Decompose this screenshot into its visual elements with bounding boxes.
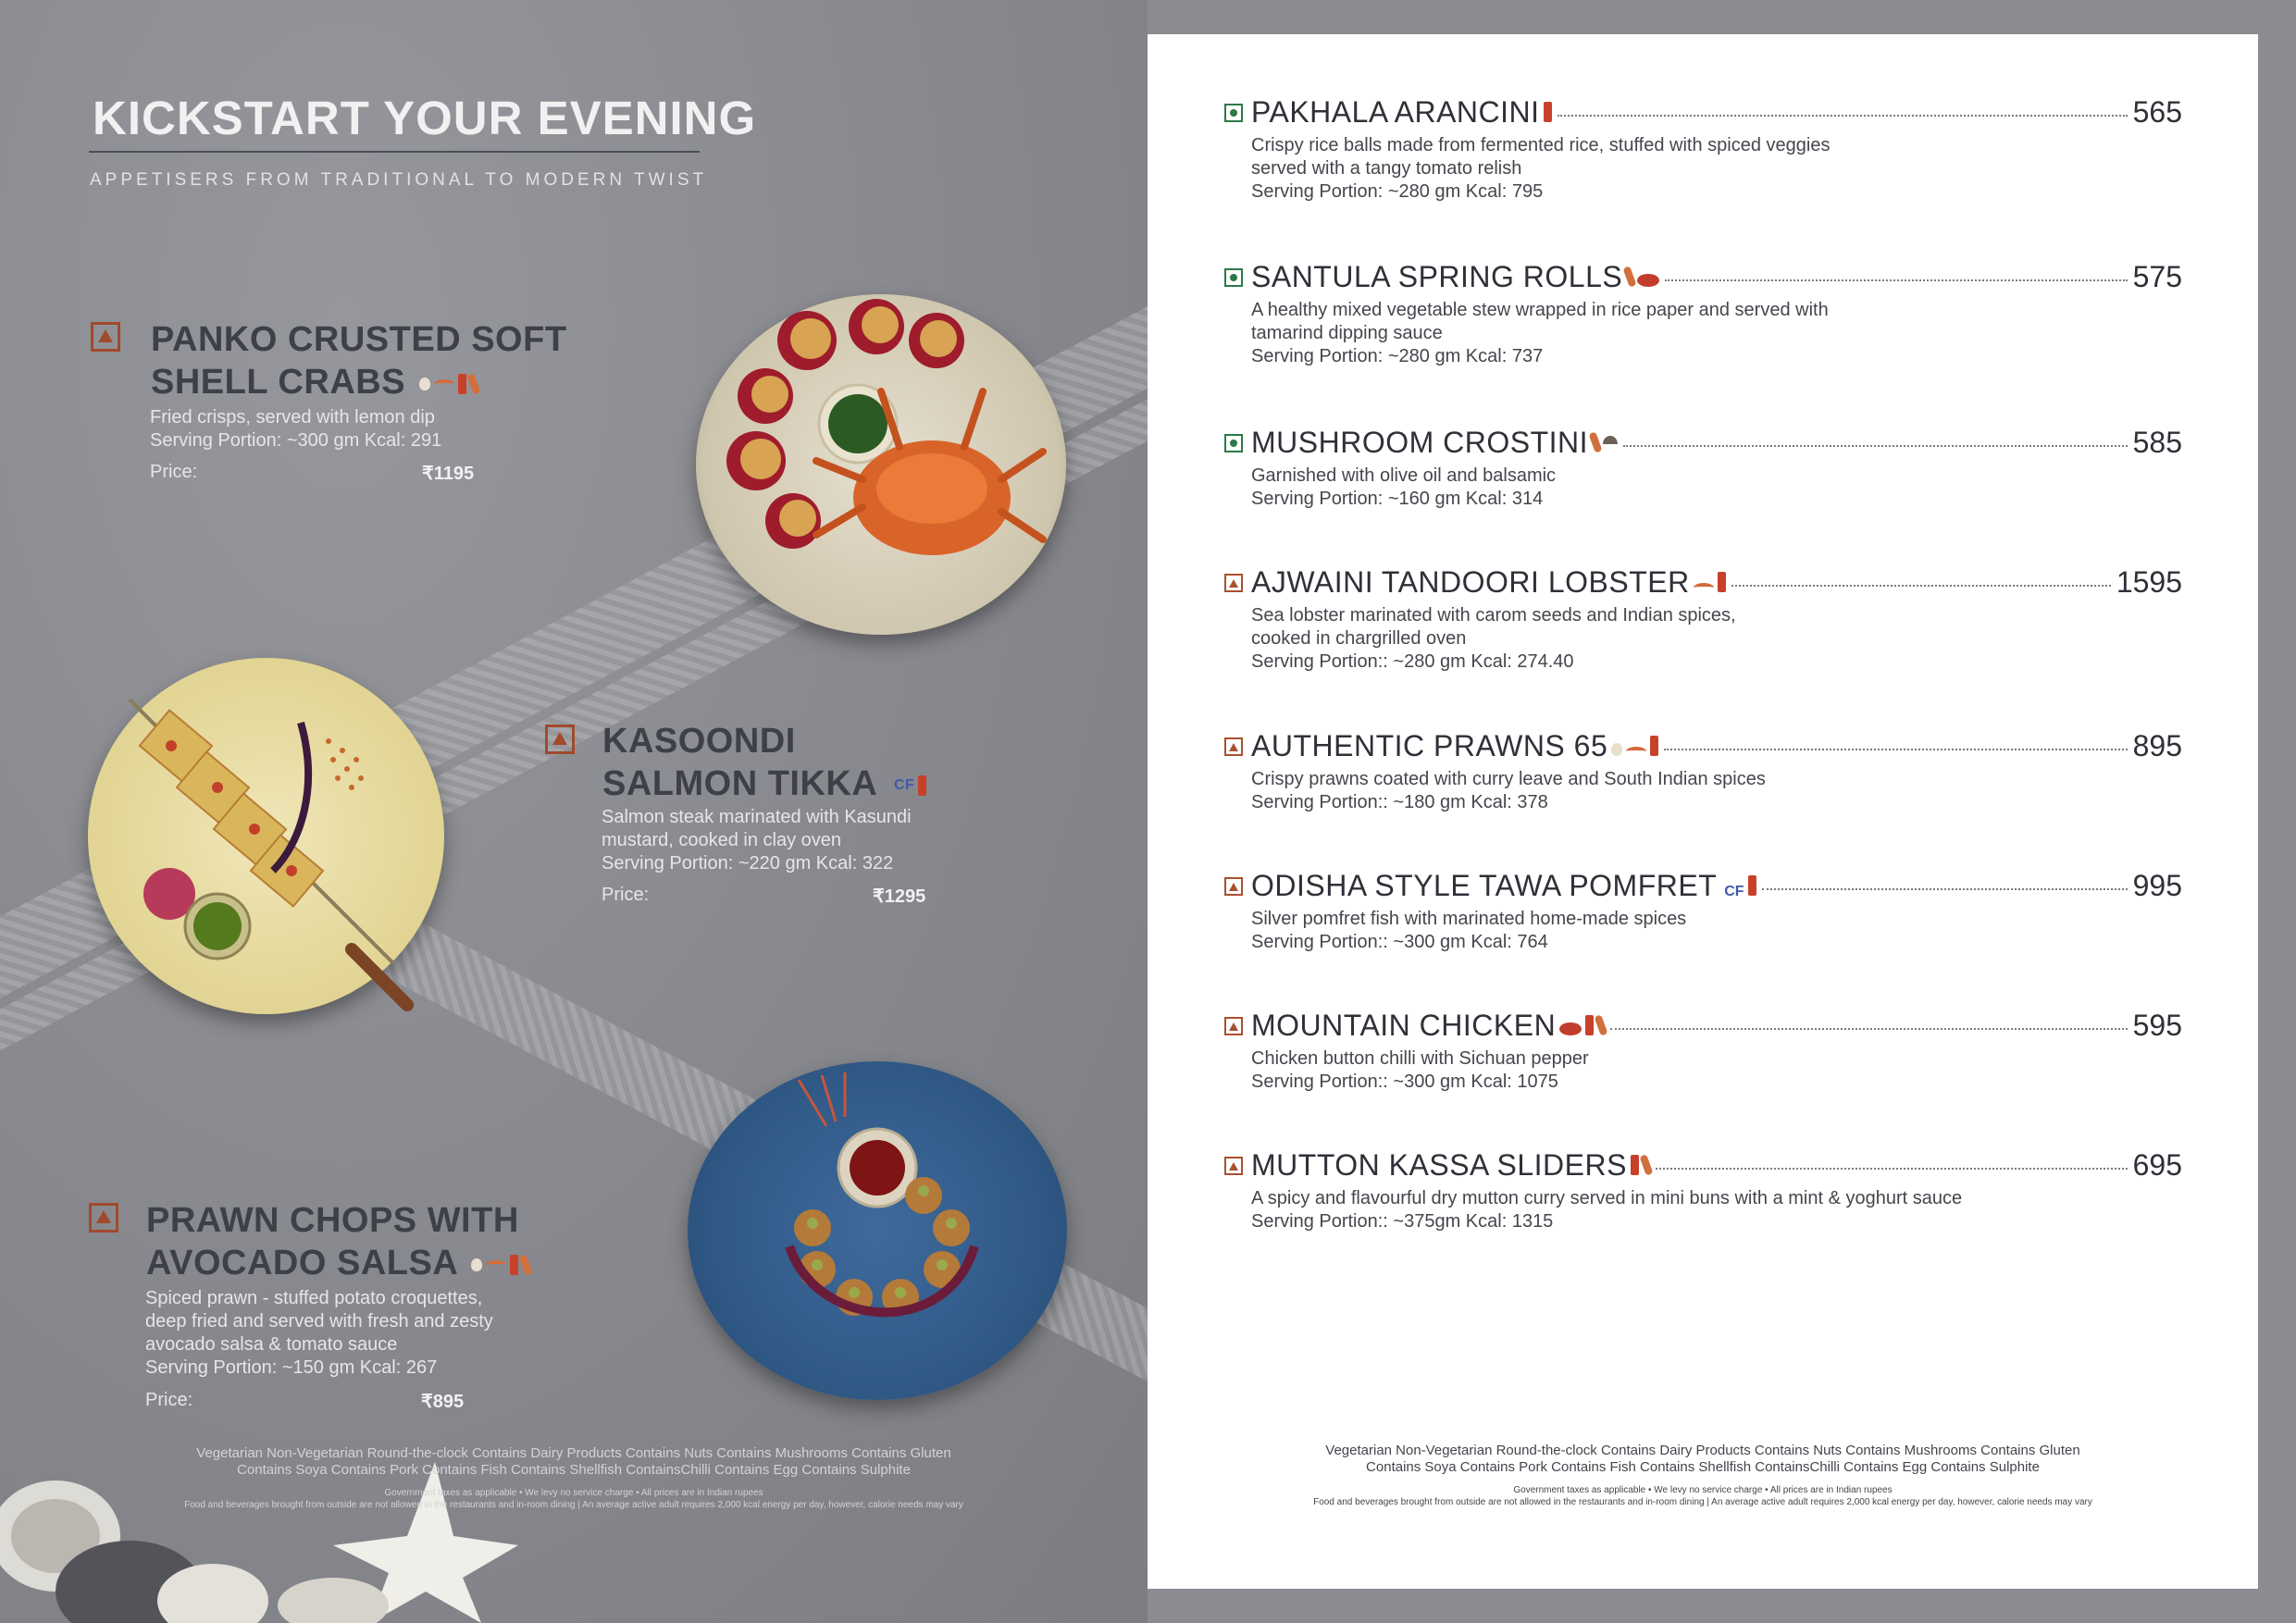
tikka-plate-illustration <box>88 658 444 1014</box>
gluten-icon <box>1623 266 1637 287</box>
menu-item-header <box>1251 95 2182 132</box>
menu-item-name: MUSHROOM CROSTINI <box>1251 426 1589 459</box>
desc-line: Serving Portion:: ~280 gm Kcal: 274.40 <box>1251 651 1574 672</box>
egg-icon <box>471 1258 482 1271</box>
menu-item-name: MUTTON KASSA SLIDERS <box>1251 1148 1627 1182</box>
veg-icon <box>1224 268 1243 287</box>
desc-line: Serving Portion: ~220 gm Kcal: 322 <box>602 853 894 873</box>
non-veg-icon <box>1224 877 1243 896</box>
non-veg-icon <box>1224 737 1243 756</box>
desc-line: Sea lobster marinated with carom seeds and Indian spices, <box>1251 605 1736 626</box>
desc-line: Chicken button chilli with Sichuan pepper <box>1251 1048 1589 1069</box>
menu-item-price: 995 <box>2132 869 2182 902</box>
dairy-icon <box>510 1255 518 1275</box>
desc-line: avocado salsa & tomato sauce <box>145 1334 398 1355</box>
menu-item-header <box>1251 426 2182 463</box>
menu-item-description <box>1251 908 2140 954</box>
menu-item-name: AJWAINI TANDOORI LOBSTER <box>1251 565 1690 599</box>
non-veg-icon <box>91 322 120 352</box>
gluten-icon <box>467 373 481 394</box>
dietary-legend <box>102 1445 1046 1479</box>
desc-line: Crispy prawns coated with curry leave and South Indian spices <box>1251 769 1766 789</box>
non-veg-icon <box>1224 574 1243 592</box>
menu-item-price: 565 <box>2132 95 2182 129</box>
menu-item-header <box>1251 869 2182 906</box>
gluten-icon <box>1639 1154 1653 1175</box>
price-value: ₹1295 <box>873 886 926 907</box>
dairy-icon <box>1650 736 1658 756</box>
desc-line: tamarind dipping sauce <box>1251 323 1443 343</box>
menu-item-name: AUTHENTIC PRAWNS 65 <box>1251 729 1608 762</box>
right-page <box>1148 34 2258 1589</box>
desc-line: served with a tangy tomato relish <box>1251 158 1522 179</box>
menu-item-description <box>1251 1047 2140 1094</box>
desc-line: Serving Portion:: ~300 gm Kcal: 1075 <box>1251 1072 1558 1092</box>
page-title: KICKSTART YOUR EVENING <box>93 92 757 144</box>
note-line: Food and beverages brought from outside are not allowed in the restaurants and in-room dining | An average active adult requires 2,000 kcal energy per day, however, calorie needs may vary <box>184 1500 963 1510</box>
fish-icon: CF <box>1724 884 1744 899</box>
dish-description <box>145 1287 493 1380</box>
desc-line: mustard, cooked in clay oven <box>602 830 842 850</box>
desc-line: Serving Portion: ~280 gm Kcal: 737 <box>1251 346 1544 366</box>
note-line: Government taxes as applicable • We levy no service charge • All prices are in Indian rupees <box>384 1488 763 1498</box>
dish-description <box>150 406 441 452</box>
legend-line: Contains Soya Contains Pork Contains Fish Contains Shellfish ContainsChilli Contains Egg Contains Sulphite <box>237 1462 911 1478</box>
gluten-icon <box>518 1254 532 1275</box>
menu-item-price: 895 <box>2132 729 2182 762</box>
menu-item-header <box>1251 260 2182 297</box>
dish-photo-crab-plate <box>696 294 1066 635</box>
price-label: Price: <box>145 1390 193 1410</box>
title-divider <box>89 151 700 153</box>
desc-line: Crispy rice balls made from fermented rice, stuffed with spiced veggies <box>1251 135 1831 155</box>
desc-line: Garnished with olive oil and balsamic <box>1251 465 1557 486</box>
desc-line: Serving Portion:: ~180 gm Kcal: 378 <box>1251 792 1548 812</box>
menu-item-header <box>1251 729 2182 766</box>
dish-name-line <box>602 762 926 807</box>
desc-line: Fried crisps, served with lemon dip <box>150 407 435 427</box>
desc-line: Spiced prawn - stuffed potato croquettes, <box>145 1288 483 1308</box>
menu-item-name: MOUNTAIN CHICKEN <box>1251 1009 1557 1042</box>
dairy-icon <box>1544 102 1552 122</box>
menu-item-header <box>1251 1009 2182 1046</box>
dish-name <box>146 1199 529 1284</box>
prawn-plate-illustration <box>688 1061 1067 1400</box>
desc-line: Silver pomfret fish with marinated home-made spices <box>1251 909 1687 929</box>
dish-name-text: AVOCADO SALSA <box>146 1244 457 1282</box>
dairy-icon <box>918 775 926 796</box>
non-veg-icon <box>545 725 575 754</box>
dot-leader <box>1665 279 2127 281</box>
crab-plate-illustration <box>696 294 1066 635</box>
menu-item-description <box>1251 465 2140 511</box>
veg-icon <box>1224 434 1243 452</box>
shellfish-icon <box>486 1260 506 1270</box>
dish-description <box>602 806 912 875</box>
fish-icon: CF <box>893 776 915 793</box>
desc-line: Serving Portion:: ~375gm Kcal: 1315 <box>1251 1211 1554 1232</box>
mushroom-icon <box>1603 436 1618 452</box>
price-value: ₹895 <box>421 1392 465 1412</box>
price-value: ₹1195 <box>422 464 475 484</box>
non-veg-icon <box>1224 1157 1243 1175</box>
legend-line: Vegetarian Non-Vegetarian Round-the-clock Contains Dairy Products Contains Nuts Contains Mushrooms Contains Gluten <box>196 1445 951 1461</box>
gluten-icon <box>1595 1014 1608 1035</box>
non-veg-icon <box>1224 1017 1243 1035</box>
dish-photo-prawn-plate <box>688 1061 1067 1400</box>
dish-name-line <box>146 1242 529 1284</box>
dish-name-line <box>151 361 567 403</box>
dish-name-line: PANKO CRUSTED SOFT <box>151 320 567 359</box>
shellfish-icon <box>1626 747 1646 756</box>
note-line: Government taxes as applicable • We levy no service charge • All prices are in Indian rupees <box>1513 1485 1893 1495</box>
dietary-legend <box>1203 1443 2203 1476</box>
dairy-icon <box>1718 572 1726 592</box>
menu-item-name: SANTULA SPRING ROLLS <box>1251 260 1623 293</box>
shellfish-icon <box>434 379 454 389</box>
desc-line: A spicy and flavourful dry mutton curry served in mini buns with a mint & yoghurt sauce <box>1251 1188 1963 1208</box>
desc-line: cooked in chargrilled oven <box>1251 628 1467 649</box>
gluten-icon <box>1589 431 1603 452</box>
menu-item-price: 585 <box>2132 426 2182 459</box>
dot-leader <box>1664 749 2127 750</box>
soya-icon <box>1637 274 1659 287</box>
desc-line: Serving Portion: ~150 gm Kcal: 267 <box>145 1357 438 1378</box>
dish-name <box>151 318 567 403</box>
menu-item-price: 575 <box>2132 260 2182 293</box>
legend-line: Vegetarian Non-Vegetarian Round-the-clock Contains Dairy Products Contains Nuts Contains Mushrooms Contains Gluten <box>1325 1443 2080 1458</box>
dish-name-text: SHELL CRABS <box>151 363 406 402</box>
dot-leader <box>1558 115 2128 117</box>
price-label: Price: <box>602 885 650 905</box>
desc-line: Salmon steak marinated with Kasundi <box>602 807 912 827</box>
dot-leader <box>1656 1168 2128 1170</box>
footer-note <box>102 1487 1046 1511</box>
menu-item-header <box>1251 1148 2182 1185</box>
egg-icon <box>1611 743 1622 756</box>
menu-item-price: 595 <box>2132 1009 2182 1042</box>
dish-name-line: KASOONDI <box>602 722 796 761</box>
menu-item-description <box>1251 604 2140 674</box>
desc-line: Serving Portion: ~280 gm Kcal: 795 <box>1251 181 1544 202</box>
menu-item-description <box>1251 299 2140 368</box>
menu-item-price: 1595 <box>2116 565 2182 599</box>
menu-item-header <box>1251 565 2182 602</box>
non-veg-icon <box>89 1203 118 1233</box>
menu-item-description <box>1251 768 2140 814</box>
dairy-icon <box>1631 1155 1639 1175</box>
price-label: Price: <box>150 462 198 482</box>
veg-icon <box>1224 104 1243 122</box>
menu-item-price: 695 <box>2132 1148 2182 1182</box>
footer-note <box>1203 1484 2203 1508</box>
dot-leader <box>1762 888 2128 890</box>
dot-leader <box>1731 585 2111 587</box>
legend-line: Contains Soya Contains Pork Contains Fish Contains Shellfish ContainsChilli Contains Egg Contains Sulphite <box>1366 1459 2040 1475</box>
dot-leader <box>1610 1028 2127 1030</box>
menu-item-description <box>1251 1187 2140 1233</box>
desc-line: A healthy mixed vegetable stew wrapped in rice paper and served with <box>1251 300 1829 320</box>
dot-leader <box>1623 445 2128 447</box>
dish-photo-tikka-plate <box>88 658 444 1014</box>
egg-icon <box>419 378 430 390</box>
desc-line: Serving Portion: ~300 gm Kcal: 291 <box>150 430 442 451</box>
dairy-icon <box>1748 875 1756 896</box>
dish-name-text: SALMON TIKKA <box>602 764 876 803</box>
dairy-icon <box>458 374 466 394</box>
desc-line: Serving Portion:: ~300 gm Kcal: 764 <box>1251 932 1548 952</box>
shellfish-icon <box>1694 583 1714 592</box>
menu-item-description <box>1251 134 2140 204</box>
dish-name <box>602 720 926 807</box>
menu-item-name: PAKHALA ARANCINI <box>1251 95 1540 129</box>
soya-icon <box>1559 1022 1582 1035</box>
dish-name-line: PRAWN CHOPS WITH <box>146 1201 519 1240</box>
note-line: Food and beverages brought from outside are not allowed in the restaurants and in-room dining | An average active adult requires 2,000 kcal energy per day, however, calorie needs may vary <box>1313 1497 2092 1507</box>
page-subtitle: APPETISERS FROM TRADITIONAL TO MODERN TWIST <box>90 170 708 190</box>
desc-line: deep fried and served with fresh and zesty <box>145 1311 493 1332</box>
menu-item-name: ODISHA STYLE TAWA POMFRET <box>1251 869 1718 902</box>
dairy-icon <box>1585 1015 1594 1035</box>
desc-line: Serving Portion: ~160 gm Kcal: 314 <box>1251 489 1544 509</box>
